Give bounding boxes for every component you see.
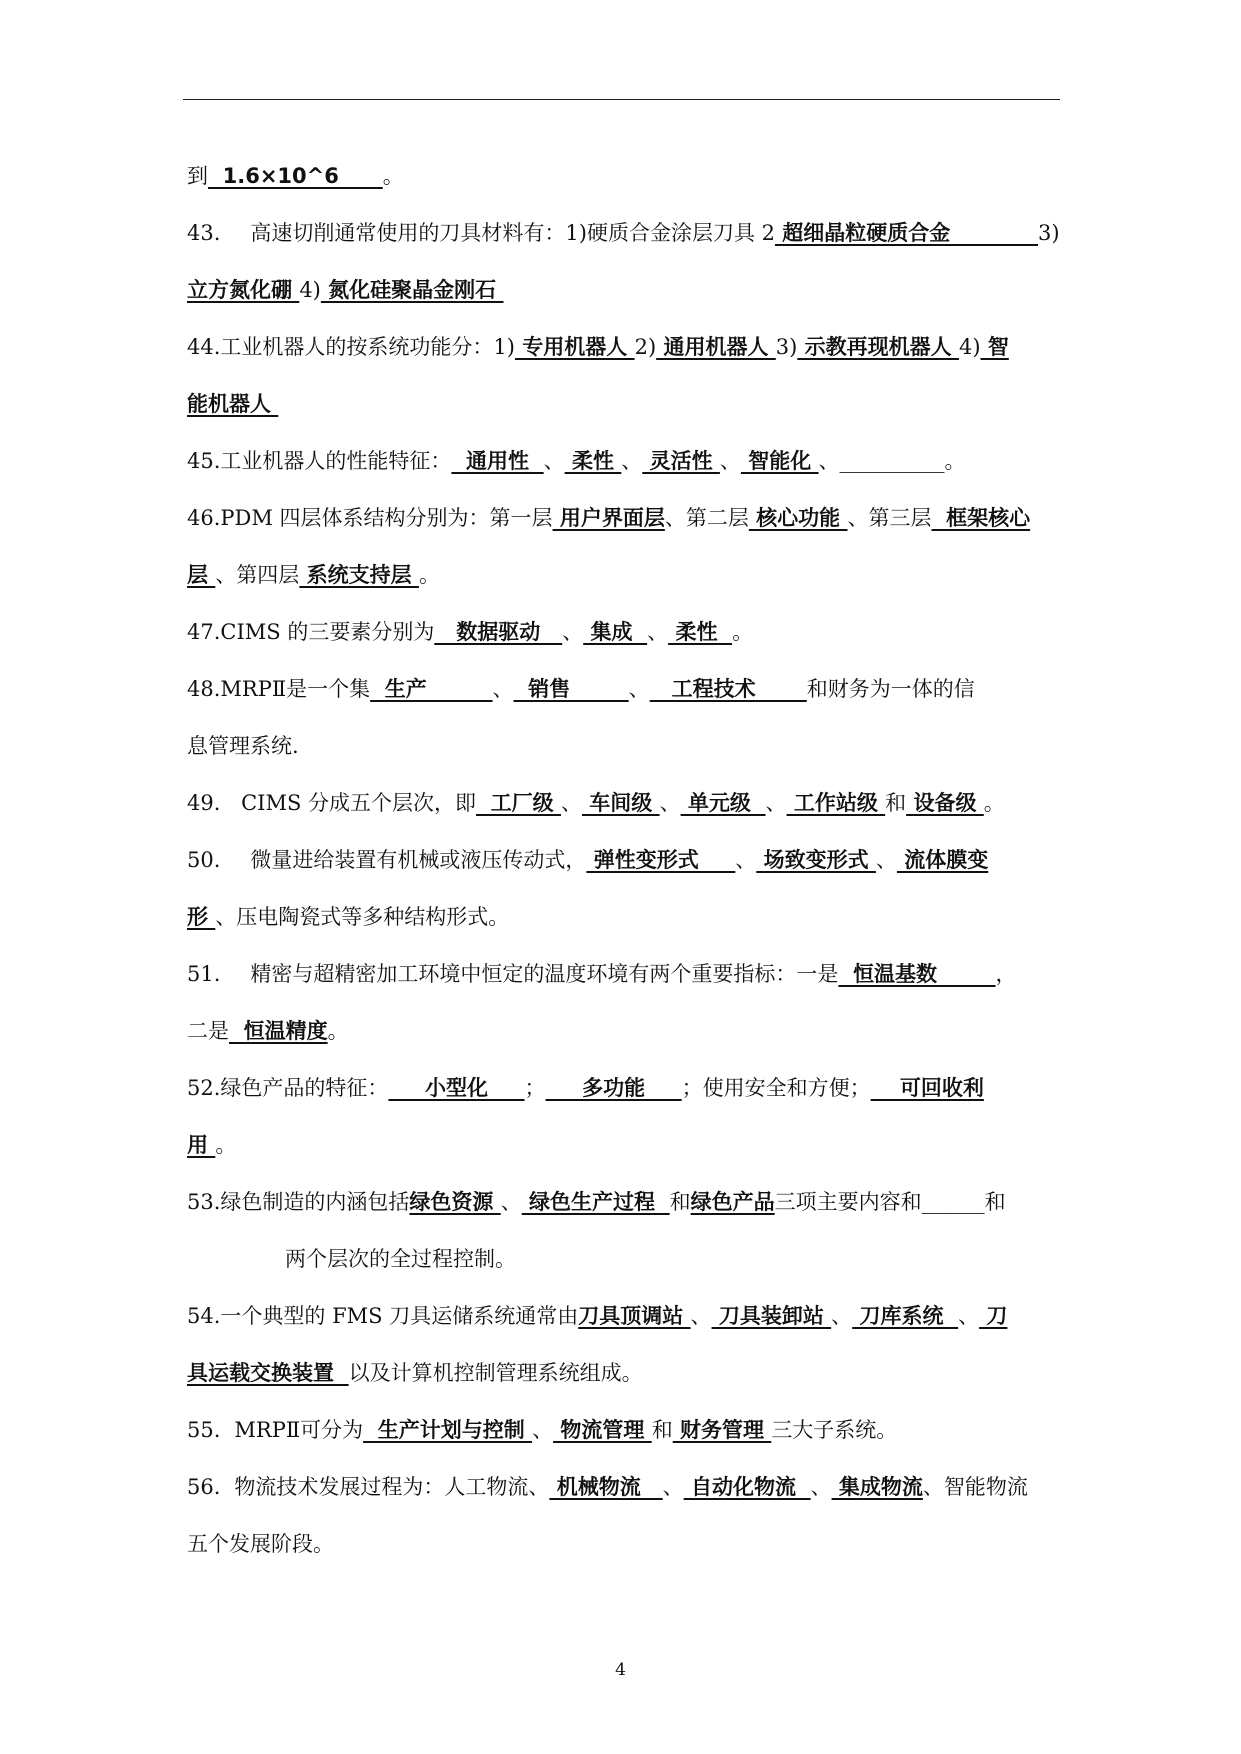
answer: 工厂级 [476, 791, 561, 815]
line-text: 4) [299, 278, 321, 302]
line-text: 。 [215, 1133, 237, 1157]
line-text: 物流技术发展过程为：人工物流、 [234, 1475, 550, 1499]
line-text: ， [995, 962, 1017, 986]
answer: 刀库系统 [852, 1304, 959, 1328]
line-text: 、第四层 [215, 563, 300, 587]
question-50 [187, 832, 1067, 889]
answer: 设备级 [906, 791, 984, 815]
line-text: 、智能物流 [922, 1475, 1028, 1499]
answer: 集成 [583, 620, 648, 644]
line-text: 45.工业机器人的性能特征： [187, 449, 452, 473]
answer: 机械物流 [549, 1475, 663, 1499]
line-text: 、 [500, 1190, 522, 1214]
answer: 专用机器人 [514, 335, 635, 359]
line-text: 。 [382, 164, 404, 188]
answer: 框架核心 [931, 506, 1031, 530]
line-text: 精密与超精密加工环境中恒定的温度环境有两个重要指标：一是 [250, 962, 839, 986]
text-line [187, 1231, 1067, 1288]
line-text: 和 [669, 1190, 691, 1214]
line-text: 、 [831, 1304, 853, 1328]
answer: 自动化物流 [683, 1475, 811, 1499]
line-text: 和 [651, 1418, 673, 1442]
line-text: 、 [958, 1304, 980, 1328]
line-text: 、 [875, 848, 897, 872]
line-text: 、 [810, 1475, 832, 1499]
question-48 [187, 661, 1067, 718]
answer: 弹性变形式 [586, 848, 736, 872]
line-text: 五个发展阶段。 [187, 1532, 334, 1556]
line-text: 54.一个典型的 FMS 刀具运储系统通常由 [187, 1304, 579, 1328]
answer: 层 [187, 563, 216, 587]
question-49 [187, 775, 1067, 832]
line-text: 。 [327, 1019, 349, 1043]
answer: 场致变形式 [756, 848, 876, 872]
question-53 [187, 1174, 1067, 1231]
line-text: 高速切削通常使用的刀具材料有：1)硬质合金涂层刀具 2 [250, 221, 775, 245]
line-text: 44.工业机器人的按系统功能分：1) [187, 335, 515, 359]
answer: 多功能 [545, 1076, 682, 1100]
line-text: 3) [1038, 221, 1060, 245]
answer: 通用机器人 [656, 335, 776, 359]
answer: 可回收利 [870, 1076, 984, 1100]
answer: 财务管理 [672, 1418, 772, 1442]
line-text: 。 [983, 791, 1005, 815]
answer: 形 [187, 905, 216, 929]
answer: 用户界面层 [552, 506, 665, 530]
line-text: 微量进给装置有机械或液压传动式， [250, 848, 587, 872]
question-44 [187, 319, 1067, 376]
line-text: 、 [719, 449, 741, 473]
answer: 绿色生产过程 [521, 1190, 670, 1214]
text-line [187, 262, 1067, 319]
answer: 恒温精度 [229, 1019, 328, 1043]
answer: 销售 [513, 677, 629, 701]
answer: 1.6×10^6 [208, 164, 383, 188]
question-number: 43. [187, 221, 221, 245]
line-text: ；使用安全和方便； [681, 1076, 871, 1100]
line-text: 、 [560, 791, 582, 815]
question-52 [187, 1060, 1067, 1117]
answer: 氮化硅聚晶金刚石 [320, 278, 504, 302]
answer: 数据驱动 [434, 620, 563, 644]
header-rule [183, 99, 1060, 100]
answer: 物流管理 [553, 1418, 652, 1442]
text-line [187, 718, 1067, 775]
answer: 生产 [370, 677, 493, 701]
answer: 流体膜变 [896, 848, 989, 872]
text-line [187, 889, 1067, 946]
line-text: 、 [662, 1475, 684, 1499]
line-text: 。 [418, 563, 440, 587]
answer: 柔性 [564, 449, 622, 473]
question-56 [187, 1459, 1067, 1516]
line-text: 53.绿色制造的内涵包括 [187, 1190, 410, 1214]
line-text: 两个层次的全过程控制。 [285, 1247, 516, 1271]
answer: 工程技术 [649, 677, 807, 701]
line-text: 、 [818, 449, 840, 473]
line-text: 52.绿色产品的特征： [187, 1076, 389, 1100]
line-text: 、 [735, 848, 757, 872]
answer: 工作站级 [786, 791, 886, 815]
line-text: 和财务为一体的信 [806, 677, 975, 701]
question-number: 50. [187, 848, 221, 872]
line-text: 46.PDM 四层体系结构分别为：第一层 [187, 506, 553, 530]
line-text: 以及计算机控制管理系统组成。 [348, 1361, 643, 1385]
answer: 刀具顶调站 [578, 1304, 691, 1328]
line-text: 、 [532, 1418, 554, 1442]
page-number: 4 [615, 1660, 626, 1680]
question-47 [187, 604, 1067, 661]
question-51 [187, 946, 1067, 1003]
answer: 具运载交换装置 [187, 1361, 349, 1385]
line-text: 和 [984, 1190, 1006, 1214]
answer: 超细晶粒硬质合金 [775, 221, 1039, 245]
answer: 示教再现机器人 [797, 335, 959, 359]
question-number: 51. [187, 962, 221, 986]
line-text: 到 [187, 164, 208, 188]
line-text: 三项主要内容和 [774, 1190, 922, 1214]
question-54 [187, 1288, 1067, 1345]
answer: 灵活性 [642, 449, 720, 473]
line-text: 、 [562, 620, 584, 644]
line-text: ； [524, 1076, 546, 1100]
line-text: 三大子系统。 [771, 1418, 898, 1442]
answer: 生产计划与控制 [363, 1418, 533, 1442]
text-line [187, 547, 1067, 604]
text-line [187, 148, 1067, 205]
text-line [187, 1345, 1067, 1402]
answer: 恒温基数 [838, 962, 996, 986]
blank-line: ______ [921, 1190, 985, 1214]
question-number: 56. [187, 1475, 221, 1499]
line-text: 3) [775, 335, 798, 359]
question-55 [187, 1402, 1067, 1459]
answer: 能机器人 [187, 392, 279, 416]
line-text: 、压电陶瓷式等多种结构形式。 [215, 905, 510, 929]
line-text: 。 [944, 449, 966, 473]
answer: 用 [187, 1133, 216, 1157]
question-45 [187, 433, 1067, 490]
answer: 单元级 [680, 791, 766, 815]
answer: 刀 [979, 1304, 1008, 1328]
line-text: 、第三层 [847, 506, 932, 530]
line-text: 、 [765, 791, 787, 815]
line-text: 、 [659, 791, 681, 815]
text-line [187, 1516, 1067, 1573]
question-46 [187, 490, 1067, 547]
answer: 绿色资源 [409, 1190, 501, 1214]
answer: 通用性 [451, 449, 544, 473]
line-text: 、 [647, 620, 669, 644]
answer: 智 [980, 335, 1009, 359]
question-list [187, 148, 1067, 1573]
text-line [187, 1003, 1067, 1060]
answer: 立方氮化硼 [187, 278, 300, 302]
answer: 核心功能 [748, 506, 848, 530]
line-text: 2) [634, 335, 657, 359]
line-text: 息管理系统. [187, 734, 299, 758]
line-text: 、 [690, 1304, 712, 1328]
line-text: 4) [958, 335, 981, 359]
answer: 柔性 [668, 620, 733, 644]
text-line [187, 376, 1067, 433]
answer: 刀具装卸站 [711, 1304, 832, 1328]
answer: 绿色产品 [690, 1190, 775, 1214]
line-text: MRPⅡ可分为 [234, 1418, 364, 1442]
line-text: 47.CIMS 的三要素分别为 [187, 620, 435, 644]
answer: 集成物流 [831, 1475, 923, 1499]
question-43 [187, 205, 1067, 262]
answer: 车间级 [581, 791, 660, 815]
text-line [187, 1117, 1067, 1174]
answer: 小型化 [388, 1076, 525, 1100]
line-text: 、 [543, 449, 565, 473]
line-text: 、 [628, 677, 650, 701]
line-text: 、 [621, 449, 643, 473]
answer: 智能化 [740, 449, 819, 473]
blank-line: __________ [839, 449, 945, 473]
line-text: 。 [732, 620, 754, 644]
line-text: 、 [492, 677, 514, 701]
line-text: 、第二层 [664, 506, 749, 530]
line-text: CIMS 分成五个层次，即 [234, 791, 477, 815]
answer: 系统支持层 [299, 563, 419, 587]
line-text: 48.MRPⅡ是一个集 [187, 677, 371, 701]
question-number: 55. [187, 1418, 221, 1442]
question-number: 49. [187, 791, 221, 815]
line-text: 和 [885, 791, 907, 815]
line-text: 二是 [187, 1019, 229, 1043]
